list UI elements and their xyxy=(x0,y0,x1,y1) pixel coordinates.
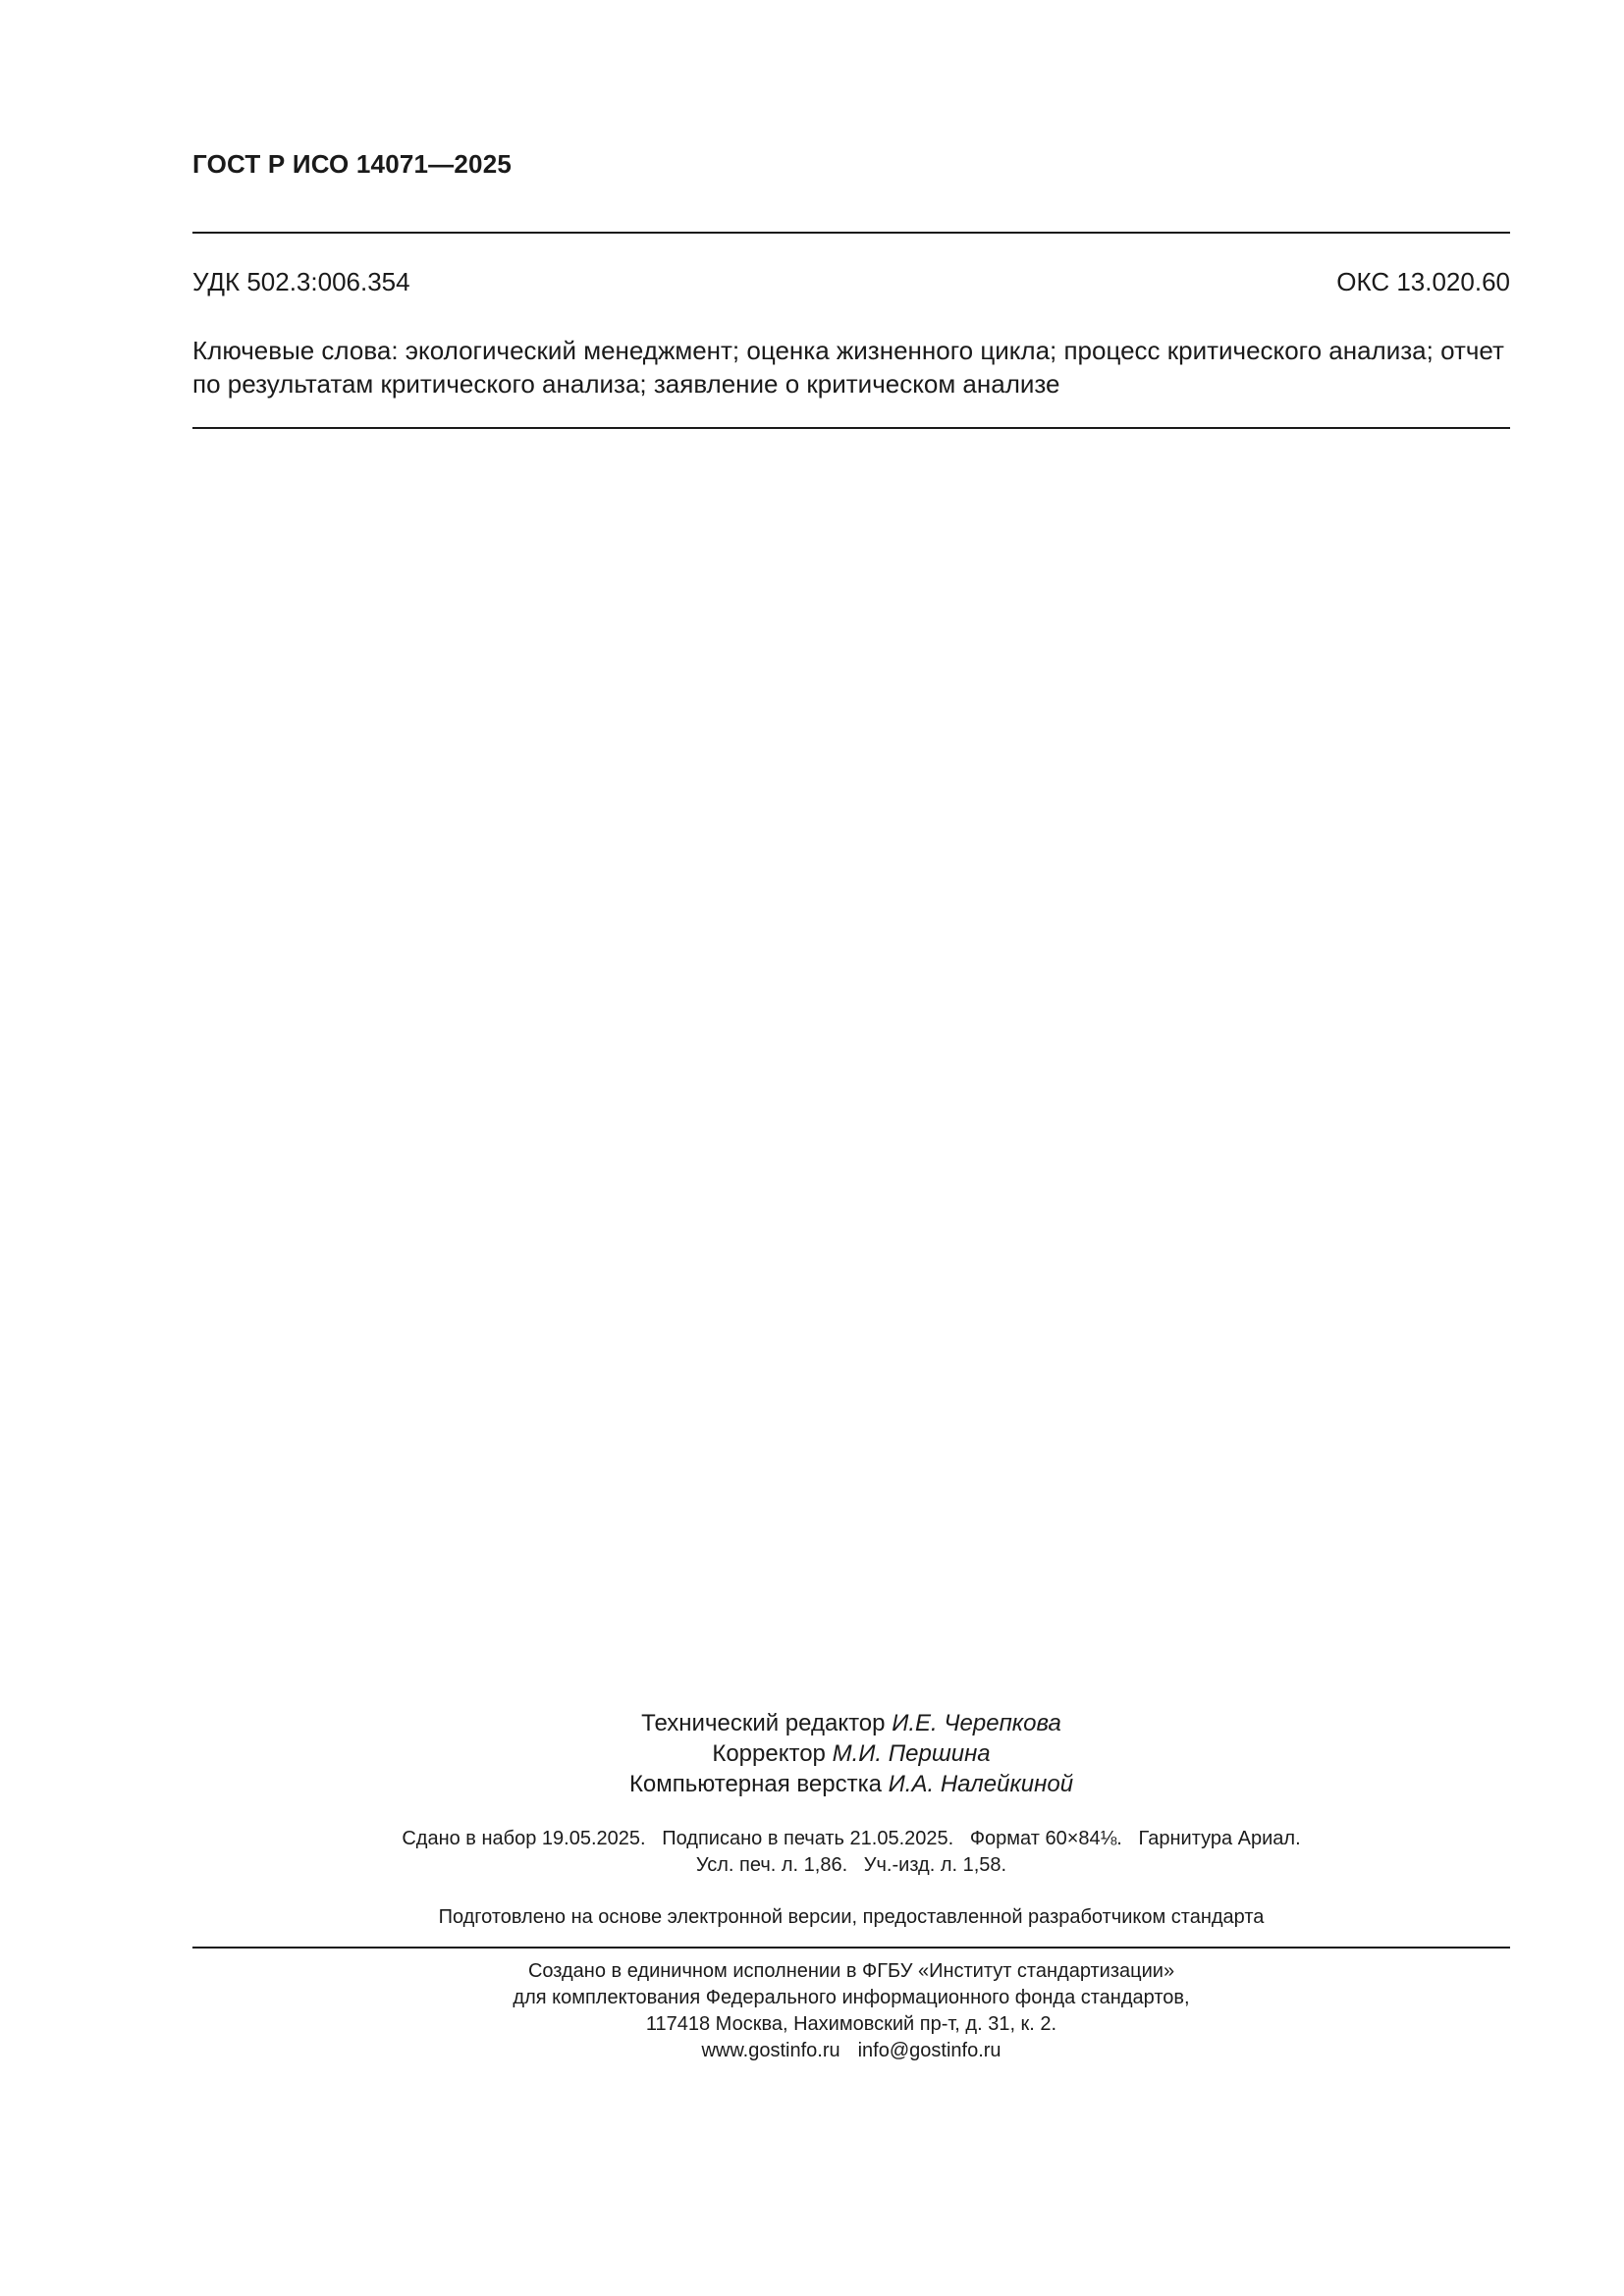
publisher-line-1: Создано в единичном исполнении в ФГБУ «Институт стандартизации» xyxy=(527,1960,1175,1982)
print-info-block xyxy=(192,1826,1510,1879)
credits-block xyxy=(192,1708,1510,1799)
document-code: ГОСТ Р ИСО 14071—2025 xyxy=(192,149,513,179)
layout-line xyxy=(192,1769,1510,1799)
tech-editor-name: И.Е. Черепкова xyxy=(892,1710,1061,1736)
tech-editor-line xyxy=(192,1708,1510,1738)
prepared-note: Подготовлено на основе электронной версии, предоставленной разработчиком стандарта xyxy=(438,1906,1265,1928)
tech-editor-label: Технический редактор xyxy=(641,1710,886,1736)
print-info-line-1: Сдано в набор 19.05.2025. Подписано в печать 21.05.2025. Формат 60×84⅛. Гарнитура Ариал. xyxy=(402,1828,1301,1849)
publisher-divider xyxy=(192,1947,1510,1949)
corrector-name: М.И. Першина xyxy=(832,1740,991,1767)
publisher-line-3: 117418 Москва, Нахимовский пр-т, д. 31, к. 2. xyxy=(645,2013,1057,2035)
keywords-divider xyxy=(192,427,1510,429)
publisher-contacts xyxy=(192,2038,1510,2064)
email-link[interactable]: info@gostinfo.ru xyxy=(857,2040,1001,2061)
corrector-label: Корректор xyxy=(712,1740,826,1767)
keywords-paragraph: Ключевые слова: экологический менеджмент; оценка жизненного цикла; процесс критического анализа; отчет по результатам критического анализа; заявление о критическом анализе xyxy=(192,336,1504,399)
oks-code: ОКС 13.020.60 xyxy=(1336,267,1510,296)
publisher-line-2: для комплектования Федерального информационного фонда стандартов, xyxy=(513,1987,1190,2008)
website-link[interactable]: www.gostinfo.ru xyxy=(701,2040,840,2061)
publisher-block xyxy=(192,1958,1510,2064)
layout-name: И.А. Налейкиной xyxy=(888,1771,1074,1797)
top-divider xyxy=(192,232,1510,234)
corrector-line xyxy=(192,1738,1510,1769)
udk-code: УДК 502.3:006.354 xyxy=(192,267,410,296)
layout-label: Компьютерная верстка xyxy=(628,1771,882,1797)
print-info-line-2: Усл. печ. л. 1,86. Уч.-изд. л. 1,58. xyxy=(695,1854,1007,1876)
